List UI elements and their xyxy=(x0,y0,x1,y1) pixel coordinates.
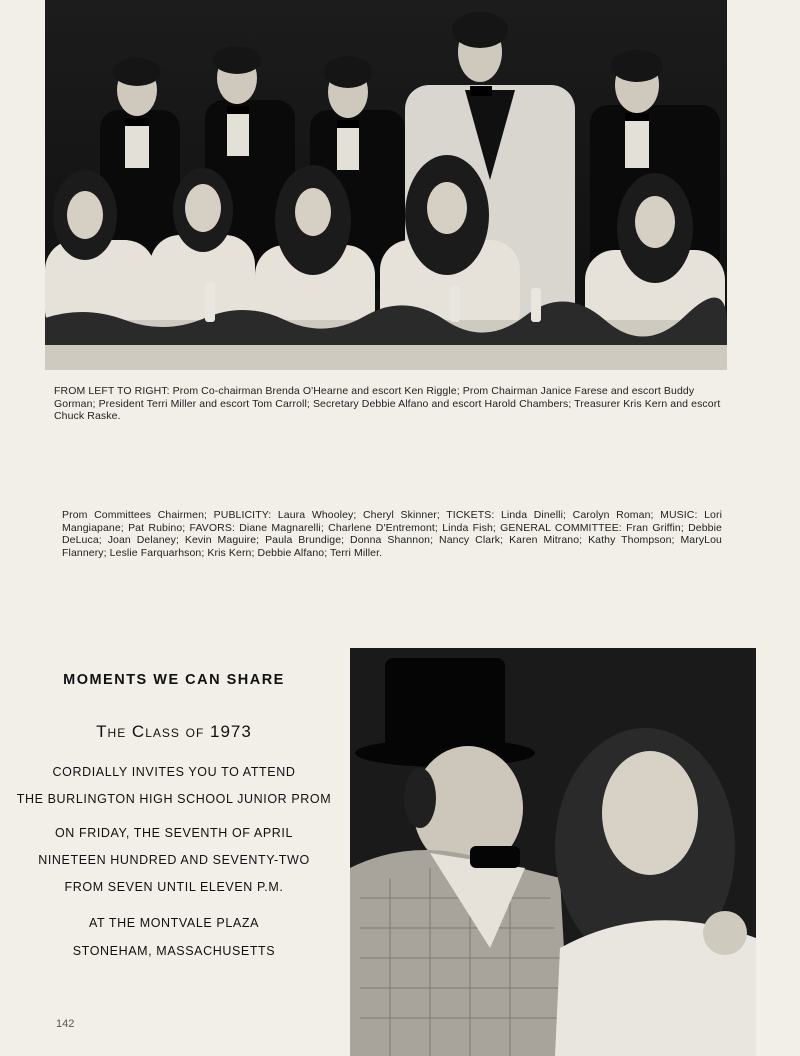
invitation-line-1: CORDIALLY INVITES YOU TO ATTEND xyxy=(52,765,296,779)
prom-officers-photo xyxy=(45,0,727,370)
invitation-line-2: THE BURLINGTON HIGH SCHOOL JUNIOR PROM xyxy=(16,792,332,806)
officers-caption: FROM LEFT TO RIGHT: Prom Co-chairman Brenda O'Hearne and escort Ken Riggle; Prom Chairman Janice Farese and escort Buddy Gorman; President Terri Miller and escort Tom Carroll; Secretary Debbie Alfano and escort Harold Chambers; Treasurer Kris Kern and escort Chuck Raske. xyxy=(54,385,721,422)
invitation-line-4: NINETEEN HUNDRED AND SEVENTY-TWO xyxy=(38,853,310,867)
invitation-line-7: STONEHAM, MASSACHUSETTS xyxy=(72,944,276,958)
invitation-line-6: AT THE MONTVALE PLAZA xyxy=(88,916,260,930)
invitation-heading: MOMENTS WE CAN SHARE xyxy=(63,672,285,688)
invitation-line-3: ON FRIDAY, THE SEVENTH OF APRIL xyxy=(54,826,294,840)
committees-caption: Prom Committees Chairmen; PUBLICITY: Laura Whooley; Cheryl Skinner; TICKETS: Linda Dinelli; Carolyn Roman; MUSIC: Lori Mangiapane; Pat Rubino; FAVORS: Diane Magnarelli; Charlene D'Entremont; Linda Fish; GENERAL COMMITTEE: Fran Griffin; Debbie DeLuca; Joan Delaney; Kevin Maguire; Paula Brundige; Donna Shannon; Nancy Clark; Karen Mitrano; Kathy Thompson; MaryLou Flannery; Leslie Farquarhson; Kris Kern; Debbie Alfano; Terri Miller. xyxy=(62,509,722,559)
invitation-line-5: FROM SEVEN UNTIL ELEVEN P.M. xyxy=(64,880,284,894)
page-number: 142 xyxy=(56,1018,75,1030)
couple-photo xyxy=(350,648,756,1056)
invitation-title: The Class of 1973 xyxy=(96,722,252,741)
